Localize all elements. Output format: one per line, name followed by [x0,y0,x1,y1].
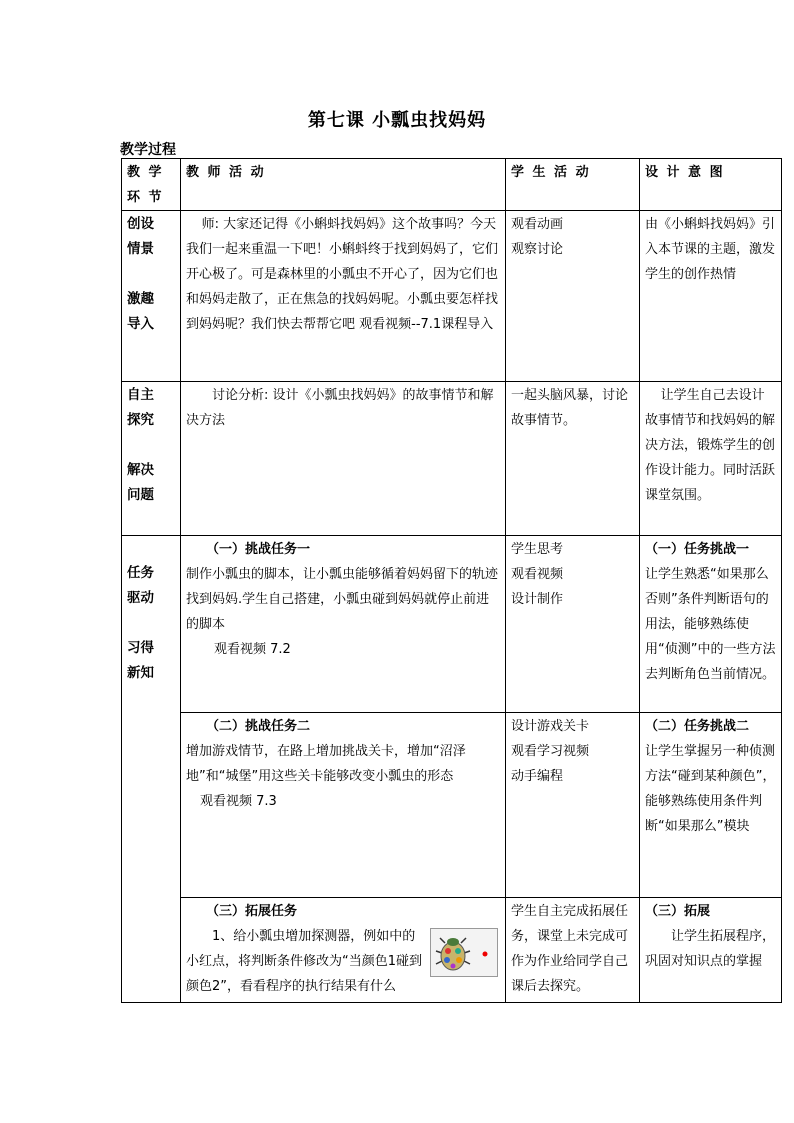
header-stage [122,159,181,211]
stage-text: 导入 [127,316,154,332]
page-title: 第七课 小瓢虫找妈妈 [307,110,487,131]
student-line: 学生思考 [511,542,564,557]
student-line: 观看视频 [511,567,564,582]
task-title: （二）挑战任务二 [206,719,311,734]
student-activity: 一起头脑风暴，讨论故事情节。 [506,382,640,536]
task-body: 1、给小瓢虫增加探测器，例如中的小红点，将判断条件修改为“当颜色1碰到颜色2”，看看程序的执行结果有什么 [186,929,423,994]
design-intent [640,898,782,1003]
stage-cell [122,382,181,536]
design-title: （一）任务挑战一 [645,542,750,557]
stage-text: 任务 [127,565,154,581]
student-line: 观看学习视频 [511,744,590,759]
stage-text: 习得 [127,640,154,656]
student-activity [506,211,640,382]
stage-text: 问题 [127,487,154,503]
table-row [122,898,782,1003]
student-activity: 学生自主完成拓展任务，课堂上未完成可作为作业给同学自己课后去探究。 [506,898,640,1003]
ladybug-image [430,928,498,977]
table-header-row [122,159,782,211]
stage-cell [122,536,181,1003]
task-title: （三）拓展任务 [206,904,298,919]
header-stage-line1: 教 学 [127,165,164,180]
table-row [122,382,782,536]
table-row [122,536,782,713]
student-line: 动手编程 [511,769,564,784]
task-body: 制作小瓢虫的脚本，让小瓢虫能够循着妈妈留下的轨迹找到妈妈.学生自己搭建，小瓢虫碰到妈妈就停止前进的脚本 [186,567,499,632]
student-line: 设计制作 [511,592,564,607]
task-body: 增加游戏情节，在路上增加挑战关卡，增加“沼泽地”和“城堡”用这些关卡能够改变小瓢虫的形态 [186,744,466,784]
stage-text: 创设 [127,216,154,232]
lesson-table [121,158,782,1003]
teacher-activity [181,713,506,898]
design-title: （三）拓展 [645,904,711,919]
task-video: 观看视频 7.2 [214,642,291,657]
student-activity [506,536,640,713]
student-activity [506,713,640,898]
teacher-activity: 讨论分析: 设计《小瓢虫找妈妈》的故事情节和解决方法 [181,382,506,536]
header-teacher: 教 师 活 动 [181,159,506,211]
header-stage-line2: 环 节 [127,190,164,205]
design-intent [640,536,782,713]
design-body: 让学生熟悉“如果那么否则”条件判断语句的用法，能够熟练使用“侦测”中的一些方法去判断角色当前情况。 [645,567,776,682]
ladybug-icon [431,929,497,976]
stage-text: 自主 [127,387,154,403]
teacher-activity: 师: 大家还记得《小蝌蚪找妈妈》这个故事吗？今天我们一起来重温一下吧！小蝌蚪终于找到妈妈了，它们开心极了。可是森林里的小瓢虫不开心了，因为它们也和妈妈走散了，正在焦急的找妈妈呢。小瓢虫要怎样找到妈妈呢？我们快去帮帮它吧 观看视频--7.1课程导入 [181,211,506,382]
header-design: 设 计 意 图 [640,159,782,211]
stage-text: 新知 [127,665,154,681]
table-row [122,713,782,898]
stage-text: 驱动 [127,590,154,606]
task-video: 观看视频 7.3 [200,794,277,809]
stage-text: 情景 [127,241,154,257]
design-intent: 让学生自己去设计故事情节和找妈妈的解决方法，锻炼学生的创作设计能力。同时活跃课堂氛围。 [640,382,782,536]
design-intent: 由《小蝌蚪找妈妈》引入本节课的主题，激发学生的创作热情 [640,211,782,382]
design-title: （二）任务挑战二 [645,719,750,734]
stage-cell [122,211,181,382]
header-student: 学 生 活 动 [506,159,640,211]
design-body: 让学生掌握另一种侦测方法“碰到某种颜色”，能够熟练使用条件判断“如果那么”模块 [645,744,776,834]
stage-text: 解决 [127,462,154,478]
stage-text: 激趣 [127,291,154,307]
section-heading: 教学过程 [120,142,176,158]
teacher-activity [181,898,506,1003]
stage-text: 探究 [127,412,154,428]
student-line: 观看动画 [511,217,564,232]
design-intent [640,713,782,898]
student-line: 观察讨论 [511,242,564,257]
student-line: 设计游戏关卡 [511,719,590,734]
teacher-activity [181,536,506,713]
design-body: 让学生拓展程序，巩固对知识点的掌握 [645,929,776,969]
task-title: （一）挑战任务一 [206,542,311,557]
table-row [122,211,782,382]
